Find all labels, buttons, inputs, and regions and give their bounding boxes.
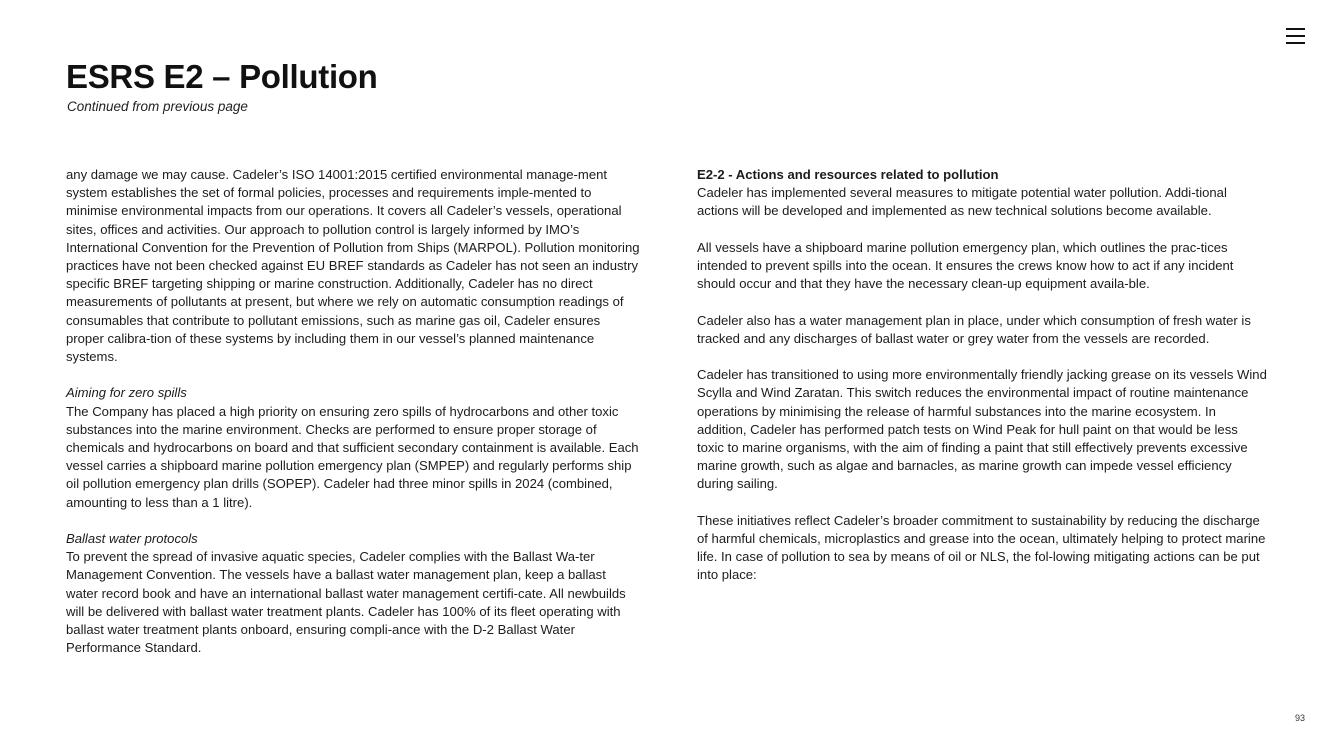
hamburger-menu-icon[interactable] xyxy=(1286,27,1306,45)
page-title: ESRS E2 – Pollution xyxy=(66,58,378,95)
actions-paragraph-4: Cadeler has transitioned to using more environmentally friendly jacking grease on its vessels Wind Scylla and Wind Zaratan. This switch reduces the environmental impact of routine maintenance operations by minimising the release of harmful substances into the marine ecosystem. In addition, Cadeler has performed patch tests on Wind Peak for hull paint on that would be less toxic to marine organisms, with the aim of finding a paint that still effectively prevents excessive marine growth, such as algae and barnacles, as marine growth can impede vessel efficiency during sailing. xyxy=(697,367,1267,492)
actions-paragraph-5: These initiatives reflect Cadeler’s broader commitment to sustainability by reducing the discharge of harmful chemicals, microplastics and grease into the ocean, ultimately helping to protect marine life. In case of pollution to sea by means of oil or NLS, the fol-lowing mitigating actions can be put into place: xyxy=(697,512,1266,583)
zero-spills-section xyxy=(66,384,640,511)
ballast-water-body: To prevent the spread of invasive aquatic species, Cadeler complies with the Ballast Wa-ter Management Convention. The vessels have a ballast water management plan, keep a ballast water record book and have an international ballast water management certifi-cate. All newbuilds will be delivered with ballast water treatment plants. Cadeler has 100% of its fleet operating with ballast water treatment plants onboard, ensuring compli-ance with the D-2 Ballast Water Performance Standard. xyxy=(66,549,626,656)
intro-paragraph: any damage we may cause. Cadeler’s ISO 14001:2015 certified environmental manage-ment system establishes the set of formal policies, processes and requirements imple-mented to minimise environmental impacts from our operations. It covers all Cadeler’s vessels, operational sites, offices and activities. Our approach to pollution control is largely informed by IMO’s International Convention for the Prevention of Pollution from Ships (MARPOL). Pollution monitoring practices have not been checked against EU BREF standards as Cadeler has not seen an industry specific BREF targeting shipping or marine construction. Additionally, Cadeler has no direct measurements of pollutants at present, but where we rely on automatic consumption readings of consumables that contribute to pollutant emissions, such as marine gas oil, Cadeler ensures proper calibra-tion of these systems by including them in our vessel’s planned maintenance systems. xyxy=(66,167,640,365)
actions-paragraph-2: All vessels have a shipboard marine pollution emergency plan, which outlines the prac-tices intended to prevent spills into the ocean. It ensures the crews know how to act if any incident should occur and that they have the necessary clean-up equipment availa-ble. xyxy=(697,239,1234,292)
menu-bar xyxy=(1286,42,1305,44)
right-column xyxy=(697,166,1267,603)
actions-heading: E2-2 - Actions and resources related to pollution xyxy=(697,167,999,182)
ballast-water-heading: Ballast water protocols xyxy=(66,531,198,547)
actions-section xyxy=(697,166,1267,221)
actions-paragraph-3: Cadeler also has a water management plan in place, under which consumption of fresh water is tracked and any discharges of ballast water or grey water from the vessels are recorded. xyxy=(697,312,1251,346)
menu-bar xyxy=(1286,35,1305,37)
actions-paragraph-1: Cadeler has implemented several measures to mitigate potential water pollution. Addi-tional actions will be developed and implemented as new technical solutions become available. xyxy=(697,185,1227,219)
page-number: 93 xyxy=(1295,713,1306,723)
menu-bar xyxy=(1286,28,1305,30)
page-subtitle: Continued from previous page xyxy=(67,99,248,114)
zero-spills-heading: Aiming for zero spills xyxy=(66,385,187,401)
ballast-water-section xyxy=(66,530,640,657)
left-column xyxy=(66,166,640,676)
zero-spills-body: The Company has placed a high priority on ensuring zero spills of hydrocarbons and other toxic substances into the marine environment. Checks are performed to ensure proper storage of chemicals and hydrocarbons on board and that sufficient secondary containment is available. Each vessel carries a shipboard marine pollution emergency plan (SMPEP) and regularly performs ship oil pollution emergency plan drills (SOPEP). Cadeler had three minor spills in 2024 (combined, amounting to less than a 1 litre). xyxy=(66,403,639,510)
